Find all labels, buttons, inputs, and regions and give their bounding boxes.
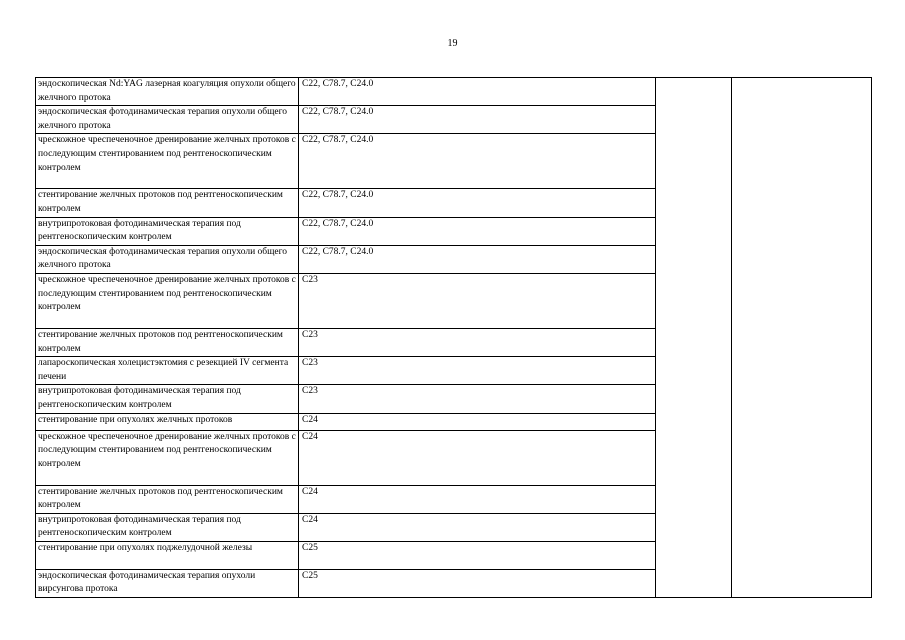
code-cell: C23 [299,385,656,413]
procedure-cell: чрескожное чреспеченочное дренирование желчных протоков с последующим стентированием под рентгеноскопическим контролем [36,134,299,189]
code-cell: C23 [299,273,656,328]
code-cell: C24 [299,485,656,513]
code-cell: C22, C78.7, C24.0 [299,134,656,189]
procedure-cell: стентирование при опухолях поджелудочной железы [36,541,299,569]
procedure-cell: стентирование желчных протоков под рентгеноскопическим контролем [36,189,299,217]
procedure-cell: чрескожное чреспеченочное дренирование желчных протоков с последующим стентированием под рентгеноскопическим контролем [36,430,299,485]
procedure-cell: эндоскопическая фотодинамическая терапия опухоли общего желчного протока [36,245,299,273]
procedure-cell: чрескожное чреспеченочное дренирование желчных протоков с последующим стентированием под рентгеноскопическим контролем [36,273,299,328]
procedures-table [35,77,872,598]
code-cell: C22, C78.7, C24.0 [299,245,656,273]
code-cell: C22, C78.7, C24.0 [299,106,656,134]
procedures-table-body [36,78,872,598]
code-cell: C23 [299,328,656,356]
code-cell: C22, C78.7, C24.0 [299,217,656,245]
code-cell: C25 [299,541,656,569]
procedure-cell: внутрипротоковая фотодинамическая терапия под рентгеноскопическим контролем [36,513,299,541]
procedure-cell: эндоскопическая фотодинамическая терапия опухоли вирсунгова протока [36,569,299,597]
procedure-cell: внутрипротоковая фотодинамическая терапия под рентгеноскопическим контролем [36,385,299,413]
procedure-cell: эндоскопическая фотодинамическая терапия опухоли общего желчного протока [36,106,299,134]
procedure-cell: стентирование желчных протоков под рентгеноскопическим контролем [36,485,299,513]
code-cell: C22, C78.7, C24.0 [299,78,656,106]
blank-column-2 [732,78,872,598]
code-cell: C24 [299,413,656,430]
page-number: 19 [447,38,458,49]
code-cell: C24 [299,430,656,485]
code-cell: C22, C78.7, C24.0 [299,189,656,217]
blank-column-1 [656,78,732,598]
code-cell: C24 [299,513,656,541]
procedure-cell: эндоскопическая Nd:YAG лазерная коагуляция опухоли общего желчного протока [36,78,299,106]
table-row [36,78,872,106]
procedure-cell: стентирование желчных протоков под рентгеноскопическим контролем [36,328,299,356]
procedure-cell: внутрипротоковая фотодинамическая терапия под рентгеноскопическим контролем [36,217,299,245]
code-cell: C23 [299,357,656,385]
code-cell: C25 [299,569,656,597]
procedure-cell: лапароскопическая холецистэктомия с резекцией IV сегмента печени [36,357,299,385]
procedure-cell: стентирование при опухолях желчных протоков [36,413,299,430]
